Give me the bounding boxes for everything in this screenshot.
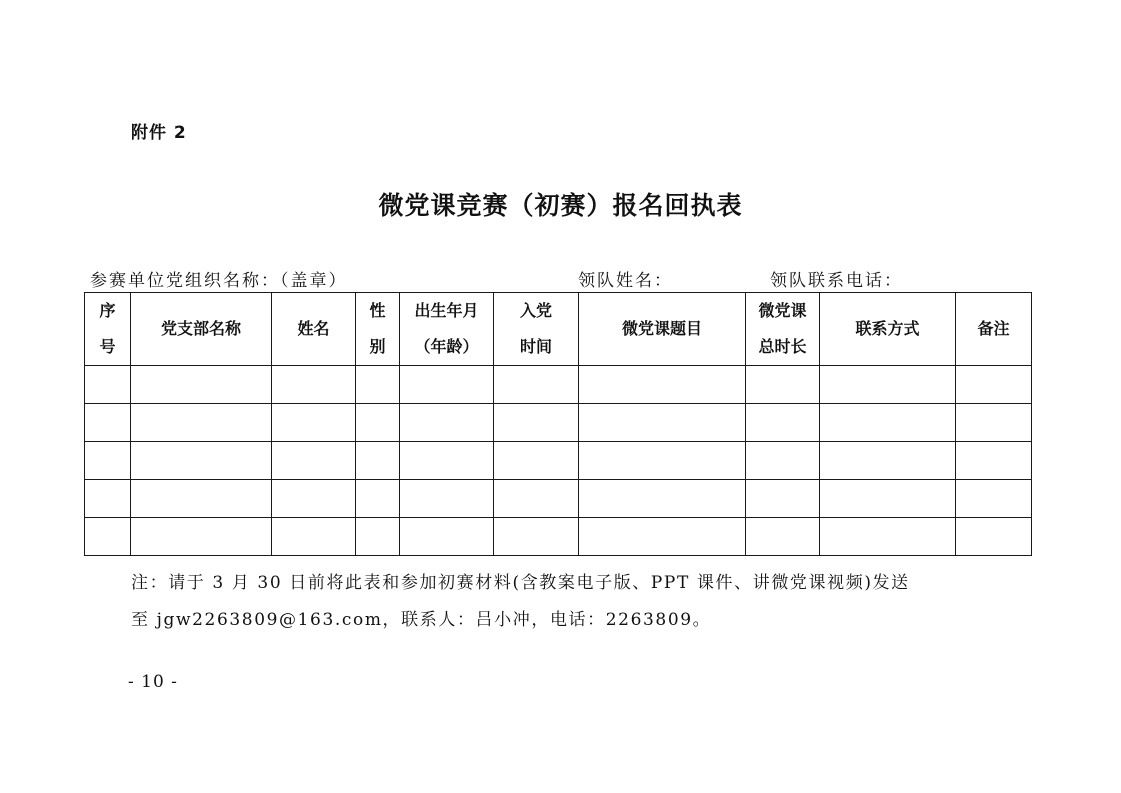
table-cell[interactable] (494, 442, 579, 480)
table-row (85, 366, 1032, 404)
table-cell[interactable] (85, 404, 131, 442)
table-cell[interactable] (746, 518, 820, 556)
table-cell[interactable] (820, 366, 956, 404)
table-cell[interactable] (272, 442, 356, 480)
table-cell[interactable] (131, 442, 272, 480)
header-serial-number: 序 号 (85, 293, 131, 366)
table-cell[interactable] (820, 404, 956, 442)
team-leader-phone-label: 领队联系电话： (770, 271, 903, 291)
table-cell[interactable] (956, 518, 1032, 556)
header-lesson-duration: 微党课 总时长 (746, 293, 820, 366)
table-cell[interactable] (356, 404, 400, 442)
table-cell[interactable] (746, 480, 820, 518)
table-row (85, 404, 1032, 442)
table-cell[interactable] (956, 442, 1032, 480)
header-remarks: 备注 (956, 293, 1032, 366)
table-cell[interactable] (746, 442, 820, 480)
registration-table (84, 292, 1032, 556)
table-row (85, 480, 1032, 518)
table-cell[interactable] (272, 480, 356, 518)
table-cell[interactable] (746, 404, 820, 442)
header-join-date: 入党 时间 (494, 293, 579, 366)
table-cell[interactable] (820, 442, 956, 480)
table-cell[interactable] (400, 404, 494, 442)
note-line-2: 至 jgw2263809@163.com，联系人：吕小冲，电话：2263809。 (131, 610, 712, 630)
table-cell[interactable] (85, 480, 131, 518)
table-cell[interactable] (356, 518, 400, 556)
table-cell[interactable] (85, 442, 131, 480)
table-cell[interactable] (85, 366, 131, 404)
header-lesson-topic: 微党课题目 (579, 293, 746, 366)
table-cell[interactable] (131, 366, 272, 404)
table-cell[interactable] (579, 518, 746, 556)
header-branch-name: 党支部名称 (131, 293, 272, 366)
participating-unit-label: 参赛单位党组织名称：（盖章） (90, 271, 348, 291)
table-cell[interactable] (956, 404, 1032, 442)
table-cell[interactable] (579, 442, 746, 480)
table-cell[interactable] (356, 442, 400, 480)
header-gender: 性 别 (356, 293, 400, 366)
header-birth-date: 出生年月 （年龄） (400, 293, 494, 366)
table-header-row (85, 293, 1032, 366)
table-cell[interactable] (820, 480, 956, 518)
header-contact: 联系方式 (820, 293, 956, 366)
note-line-1: 注：请于 3 月 30 日前将此表和参加初赛材料(含教案电子版、PPT 课件、讲微党课视频)发送 (131, 573, 910, 593)
table-cell[interactable] (131, 518, 272, 556)
form-title: 微党课竞赛（初赛）报名回执表 (378, 191, 743, 220)
attachment-label: 附件 2 (131, 123, 187, 143)
table-cell[interactable] (494, 518, 579, 556)
table-cell[interactable] (85, 518, 131, 556)
table-cell[interactable] (400, 442, 494, 480)
team-leader-name-label: 领队姓名： (578, 271, 673, 291)
table-row (85, 518, 1032, 556)
page-number: - 10 - (128, 672, 178, 692)
table-cell[interactable] (820, 518, 956, 556)
table-cell[interactable] (579, 404, 746, 442)
table-cell[interactable] (356, 366, 400, 404)
table-cell[interactable] (494, 366, 579, 404)
table-cell[interactable] (400, 480, 494, 518)
table-cell[interactable] (272, 366, 356, 404)
table-cell[interactable] (956, 366, 1032, 404)
table-cell[interactable] (494, 404, 579, 442)
table-cell[interactable] (131, 404, 272, 442)
table-cell[interactable] (272, 404, 356, 442)
table-cell[interactable] (356, 480, 400, 518)
header-name: 姓名 (272, 293, 356, 366)
table-cell[interactable] (272, 518, 356, 556)
table-cell[interactable] (579, 480, 746, 518)
table-cell[interactable] (956, 480, 1032, 518)
table-cell[interactable] (400, 366, 494, 404)
table-cell[interactable] (494, 480, 579, 518)
table-cell[interactable] (131, 480, 272, 518)
table-row (85, 442, 1032, 480)
table-cell[interactable] (579, 366, 746, 404)
table-cell[interactable] (746, 366, 820, 404)
table-cell[interactable] (400, 518, 494, 556)
